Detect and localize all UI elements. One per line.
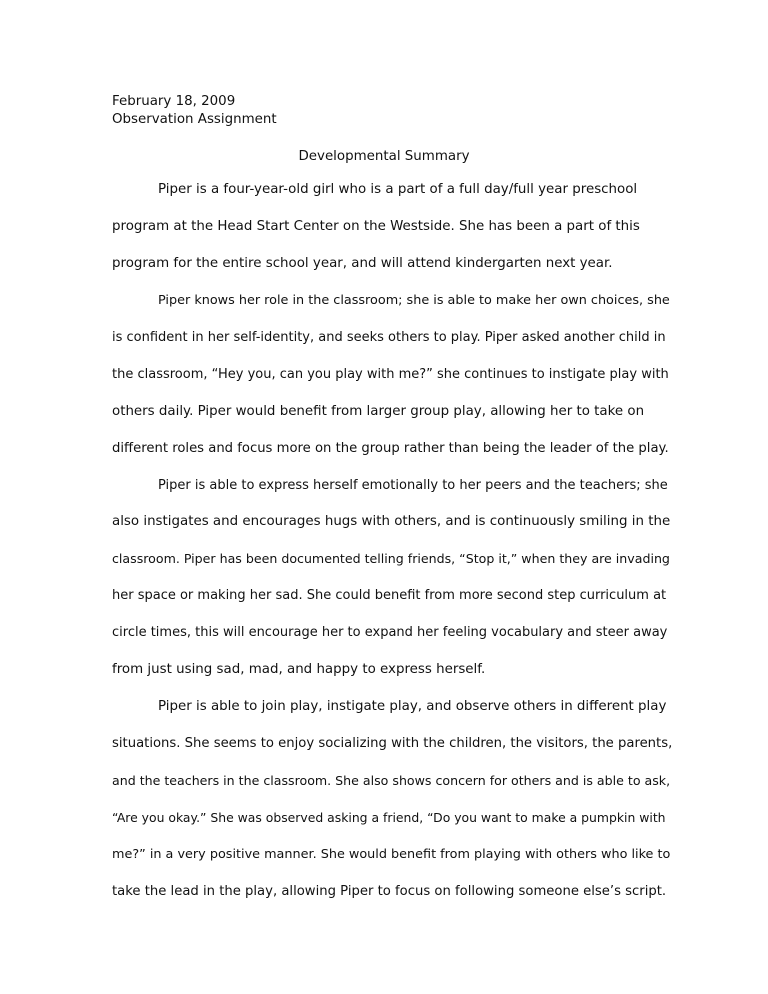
document-date: February 18, 2009 xyxy=(112,94,236,109)
assignment-label: Observation Assignment xyxy=(112,112,277,127)
paragraph-line: also instigates and encourages hugs with others, and is continuously smiling in the xyxy=(112,514,671,530)
paragraph-line: Piper knows her role in the classroom; she is able to make her own choices, she xyxy=(158,292,670,308)
paragraph-line: Piper is a four-year-old girl who is a part of a full day/full year preschool xyxy=(158,182,638,197)
paragraph-line: from just using sad, mad, and happy to express herself. xyxy=(112,662,486,678)
document-title: Developmental Summary xyxy=(298,149,470,164)
paragraph-line: her space or making her sad. She could benefit from more second step curriculum at xyxy=(112,588,667,604)
paragraph-line: others daily. Piper would benefit from larger group play, allowing her to take on xyxy=(112,403,645,419)
paragraph-line: situations. She seems to enjoy socializing with the children, the visitors, the parents, xyxy=(112,736,673,752)
paragraph-line: is confident in her self-identity, and seeks others to play. Piper asked another child in xyxy=(112,329,666,345)
paragraph-line: “Are you okay.” She was observed asking a friend, “Do you want to make a pumpkin with xyxy=(112,809,666,825)
document-body xyxy=(112,180,672,919)
paragraph-line: Piper is able to join play, instigate play, and observe others in different play xyxy=(158,699,667,715)
paragraph-line: Piper is able to express herself emotionally to her peers and the teachers; she xyxy=(158,477,668,493)
paragraph-line: program at the Head Start Center on the Westside. She has been a part of this xyxy=(112,218,640,234)
paragraph-line: the classroom, “Hey you, can you play with me?” she continues to instigate play with xyxy=(112,366,669,382)
paragraph-line: and the teachers in the classroom. She also shows concern for others and is able to ask, xyxy=(112,773,671,788)
paragraph-line: different roles and focus more on the group rather than being the leader of the play. xyxy=(112,440,669,456)
paragraph-line: classroom. Piper has been documented telling friends, “Stop it,” when they are invading xyxy=(112,551,670,567)
paragraph-line: program for the entire school year, and will attend kindergarten next year. xyxy=(112,255,613,271)
paragraph-line: me?” in a very positive manner. She would benefit from playing with others who like to xyxy=(112,846,671,862)
paragraph-line: take the lead in the play, allowing Piper to focus on following someone else’s script. xyxy=(112,883,667,899)
paragraph-line: circle times, this will encourage her to expand her feeling vocabulary and steer away xyxy=(112,625,668,641)
